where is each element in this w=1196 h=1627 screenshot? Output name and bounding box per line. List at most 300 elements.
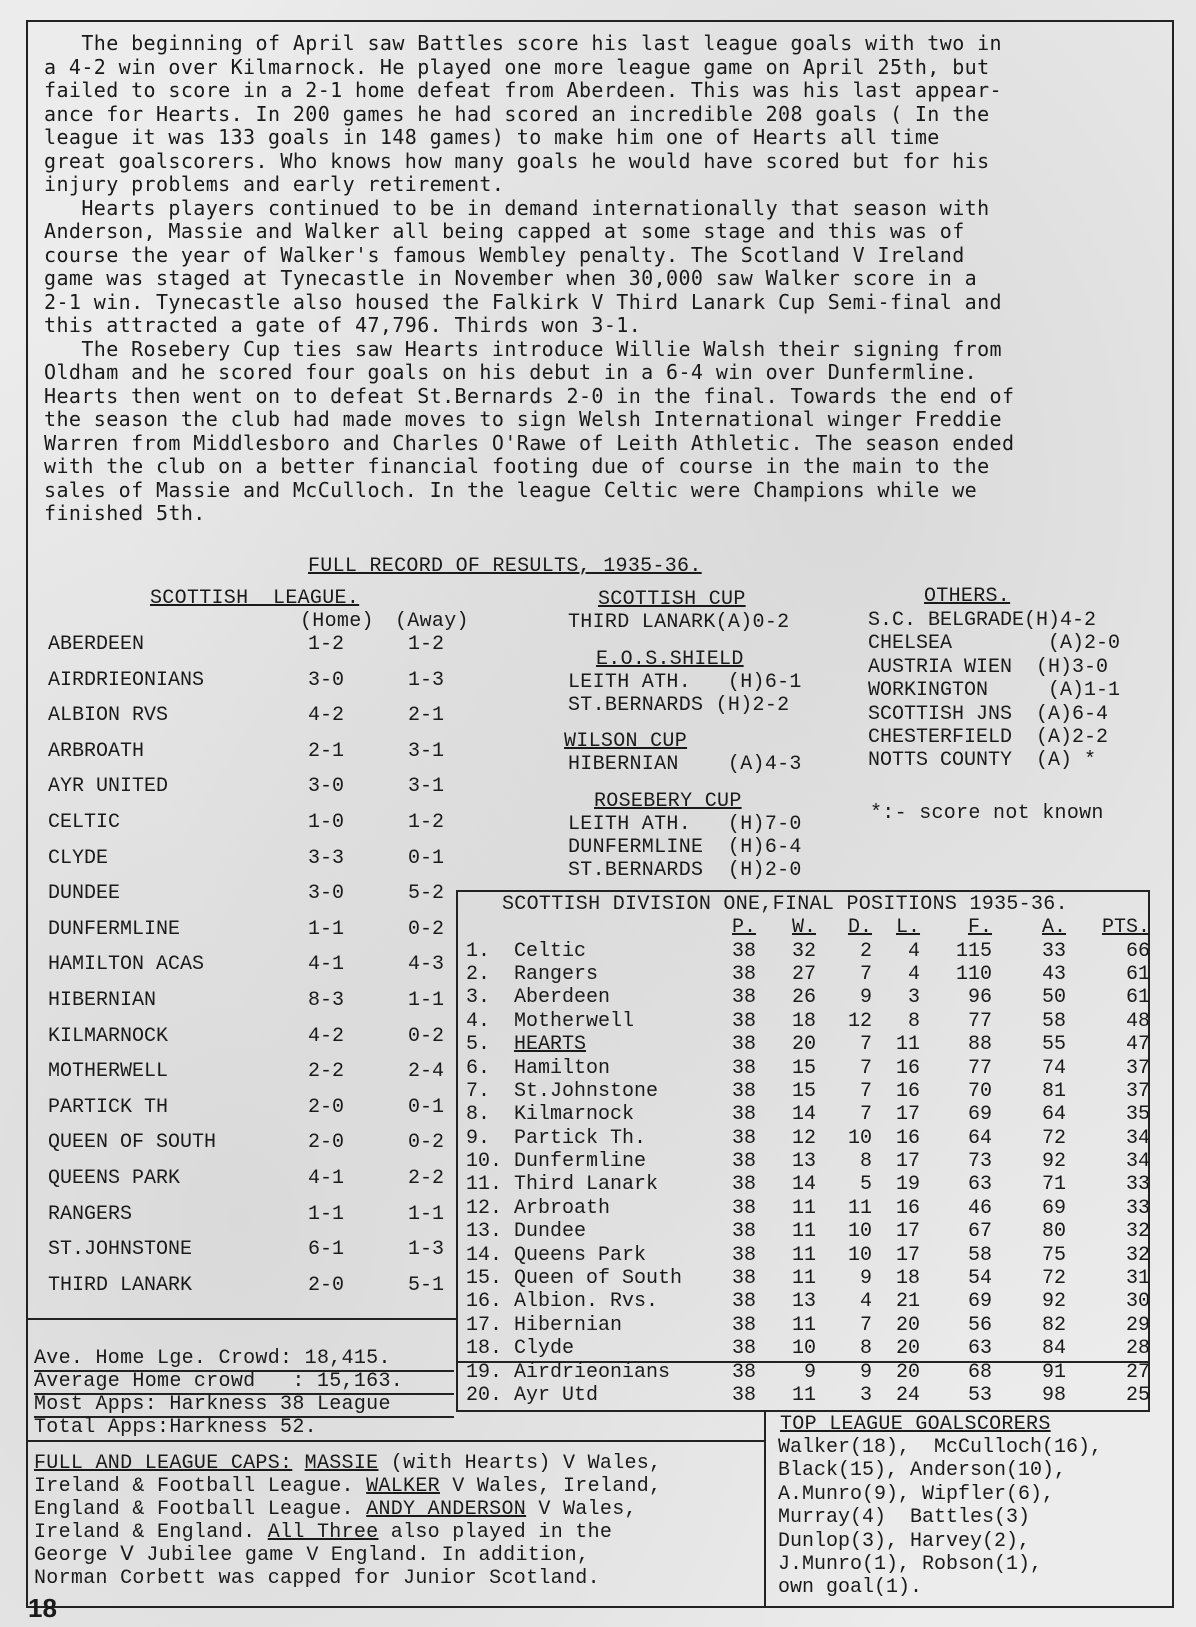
cell-team: Albion. Rvs.: [514, 1290, 659, 1314]
rosebery-row: DUNFERMLINE (H)6-4: [568, 836, 802, 859]
full-record-title: FULL RECORD OF RESULTS, 1935-36.: [308, 555, 702, 578]
league-away-score: 1-2: [408, 811, 445, 834]
cell-w: 11: [791, 1220, 816, 1244]
intro-line: with the club on a better financial footing due of course in the main to the: [44, 454, 990, 478]
caps-text: England & Football League.: [34, 1498, 367, 1521]
cell-p: 38: [731, 962, 756, 986]
caps-walker: WALKER: [366, 1475, 440, 1498]
cell-d: 8: [859, 1337, 872, 1361]
caps-anderson: ANDY ANDERSON: [366, 1498, 527, 1521]
league-away-score: 4-3: [408, 953, 445, 977]
caps-line-5: George Ⅴ Jubilee game V England. In addition,: [34, 1544, 590, 1567]
cell-team: St.Johnstone: [514, 1079, 659, 1103]
cell-a: 72: [1041, 1126, 1066, 1150]
league-away-score: 1-2: [408, 633, 445, 656]
cell-team: Clyde: [514, 1337, 575, 1361]
cell-pts: 37: [1125, 1079, 1150, 1103]
caps-text: Ireland & Football League.: [34, 1475, 367, 1498]
league-away-score: 2-4: [408, 1060, 445, 1084]
cell-w: 27: [791, 962, 816, 986]
table-row: [466, 1360, 1150, 1383]
cell-f: 67: [967, 1220, 992, 1244]
cell-pts: 33: [1125, 1173, 1150, 1197]
cell-p: 38: [731, 1337, 756, 1361]
scorer-line: Walker(18), McCulloch(16),: [778, 1436, 1103, 1459]
header-pts: PTS.: [1101, 916, 1150, 940]
scorer-line: Dunlop(3), Harvey(2),: [778, 1529, 1031, 1553]
league-team: ALBION RVS: [48, 704, 169, 728]
cell-p: 38: [731, 1267, 756, 1291]
cell-p: 38: [731, 1360, 756, 1384]
league-away-score: 0-2: [408, 1131, 445, 1155]
intro-line: great goalscorers. Who knows how many goals he would have scored but for his: [44, 148, 990, 173]
league-home-score: 8-3: [308, 989, 345, 1012]
cell-pos: 16.: [466, 1290, 503, 1314]
intro-line: The Rosebery Cup ties saw Hearts introduce Willie Walsh their signing from: [44, 336, 1002, 361]
scorers-box-left: [764, 1410, 766, 1608]
league-team: DUNDEE: [48, 882, 121, 906]
cell-d: 7: [859, 962, 872, 986]
positions-title: SCOTTISH DIVISION ONE,FINAL POSITIONS 1935-36.: [502, 893, 1068, 916]
cell-l: 4: [907, 962, 920, 986]
cell-pts: 34: [1125, 1126, 1150, 1150]
cell-team: Rangers: [514, 962, 599, 986]
away-label: (Away): [395, 610, 469, 633]
cell-f: 64: [967, 1126, 992, 1150]
league-home-score: 2-0: [308, 1131, 345, 1155]
cell-pos: 4.: [466, 1009, 491, 1033]
cell-pos: 14.: [466, 1243, 503, 1267]
scorer-line: Murray(4) Battles(3): [778, 1506, 1031, 1530]
cell-l: 17: [895, 1150, 920, 1174]
cell-team: Dundee: [514, 1220, 587, 1244]
positions-table-wrap: [466, 916, 1150, 1407]
header-l: L.: [895, 916, 920, 940]
cell-d: 7: [859, 1313, 872, 1337]
cell-f: 88: [967, 1033, 992, 1057]
cell-w: 13: [791, 1150, 816, 1174]
cell-pos: 18.: [466, 1337, 503, 1361]
cell-a: 84: [1041, 1337, 1066, 1361]
league-home-score: 4-1: [308, 953, 345, 977]
positions-box-bottom: [456, 1410, 1150, 1412]
others-row: SCOTTISH JNS (A)6-4: [868, 702, 1109, 726]
table-row: [466, 1267, 1150, 1290]
caps-line-4: [34, 1521, 612, 1544]
cell-pos: 10.: [466, 1150, 503, 1174]
league-team: KILMARNOCK: [48, 1024, 169, 1048]
cell-team: Hamilton: [514, 1056, 611, 1080]
cell-pos: 17.: [466, 1313, 503, 1337]
cell-a: 50: [1041, 986, 1066, 1010]
cell-p: 38: [731, 1103, 756, 1127]
cell-w: 15: [791, 1079, 816, 1103]
league-away-score: 0-2: [408, 1024, 445, 1048]
cell-pos: 3.: [466, 986, 491, 1010]
scorer-line: own goal(1).: [778, 1576, 923, 1600]
table-row: [466, 1033, 1150, 1056]
cell-w: 20: [791, 1033, 816, 1057]
wilson-cup-title: WILSON CUP: [564, 730, 688, 753]
table-row: [466, 1197, 1150, 1220]
cell-pts: 37: [1125, 1056, 1150, 1080]
cell-d: 8: [859, 1150, 872, 1174]
league-home-score: 1-2: [308, 633, 345, 656]
caps-line-2: [34, 1475, 661, 1498]
others-row: WORKINGTON (A)1-1: [868, 679, 1121, 703]
league-home-score: 2-2: [308, 1060, 345, 1084]
league-away-score: 5-2: [408, 882, 445, 906]
cell-a: 58: [1041, 1009, 1066, 1033]
table-row: [466, 986, 1150, 1009]
cell-l: 20: [895, 1337, 920, 1361]
cell-pos: 7.: [466, 1079, 491, 1103]
league-away-score: 0-1: [408, 1095, 445, 1119]
league-away-score: 2-1: [408, 704, 445, 728]
intro-line: the season the club had made moves to sign Welsh International winger Freddie: [44, 407, 1002, 431]
league-away-score: 3-1: [408, 739, 445, 763]
table-row: [466, 1103, 1150, 1126]
cell-w: 15: [791, 1056, 816, 1080]
cell-team: Arbroath: [514, 1196, 611, 1220]
cell-l: 8: [907, 1009, 920, 1033]
rosebery-cup-title: ROSEBERY CUP: [594, 790, 742, 813]
cell-a: 33: [1041, 939, 1066, 963]
cell-p: 38: [731, 939, 756, 963]
cell-f: 70: [967, 1079, 992, 1103]
table-row: [466, 1127, 1150, 1150]
cell-f: 73: [967, 1150, 992, 1174]
page-number: 18: [28, 1593, 57, 1623]
cell-pos: 20.: [466, 1384, 503, 1407]
wilson-row: HIBERNIAN (A)4-3: [568, 753, 802, 776]
cell-l: 20: [895, 1313, 920, 1337]
league-team: AYR UNITED: [48, 775, 169, 799]
cell-pts: 47: [1125, 1033, 1150, 1057]
cell-pts: 34: [1125, 1150, 1150, 1174]
league-team: ARBROATH: [48, 739, 145, 763]
cell-p: 38: [731, 1079, 756, 1103]
cell-l: 17: [895, 1103, 920, 1127]
cell-team: Aberdeen: [514, 986, 611, 1010]
caps-text: also played in the: [378, 1521, 613, 1544]
intro-line: Warren from Middlesboro and Charles O'Rawe of Leith Athletic. The season ended: [44, 430, 1015, 455]
cell-p: 38: [731, 1173, 756, 1197]
scorer-line: A.Munro(9), Wipfler(6),: [778, 1482, 1055, 1506]
cell-d: 9: [859, 986, 872, 1010]
cell-pts: 32: [1125, 1243, 1150, 1267]
ave-home-lge-crowd: Ave. Home Lge. Crowd: 18,415.: [34, 1347, 391, 1370]
table-row: [466, 963, 1150, 986]
others-note: *:- score not known: [870, 802, 1104, 825]
cell-p: 38: [731, 986, 756, 1010]
cell-l: 19: [895, 1173, 920, 1197]
league-team: QUEEN OF SOUTH: [48, 1131, 217, 1155]
cell-pts: 30: [1125, 1290, 1150, 1314]
cell-w: 14: [791, 1103, 816, 1127]
league-home-score: 3-0: [308, 775, 345, 799]
intro-line: The beginning of April saw Battles score his last league goals with two in: [44, 31, 1002, 55]
cell-p: 38: [731, 1150, 756, 1174]
stats-box-top: [26, 1318, 456, 1320]
cell-d: 9: [859, 1360, 872, 1384]
others-row: CHESTERFIELD (A)2-2: [868, 726, 1109, 749]
cell-w: 13: [791, 1290, 816, 1314]
scorer-line: Black(15), Anderson(10),: [778, 1459, 1067, 1483]
league-team: THIRD LANARK: [48, 1273, 193, 1297]
cell-p: 38: [731, 1033, 756, 1057]
cell-f: 56: [967, 1313, 992, 1337]
cell-d: 10: [847, 1220, 872, 1244]
cell-pos: 2.: [466, 962, 491, 986]
cell-w: 10: [791, 1337, 816, 1361]
eos-row: ST.BERNARDS (H)2-2: [568, 694, 790, 717]
cell-pos: 5.: [466, 1033, 491, 1057]
intro-line: ance for Hearts. In 200 games he had scored an incredible 208 goals ( In the: [44, 101, 990, 126]
cell-team: Kilmarnock: [514, 1103, 635, 1127]
cell-a: 98: [1041, 1384, 1066, 1407]
header-a: A.: [1041, 916, 1066, 940]
table-row: [466, 1220, 1150, 1243]
cell-a: 80: [1041, 1220, 1066, 1244]
table-row: [466, 1337, 1150, 1360]
cell-d: 9: [859, 1267, 872, 1291]
cell-team: Partick Th.: [514, 1126, 647, 1150]
rosebery-row: ST.BERNARDS (H)2-0: [568, 859, 802, 882]
cell-pts: 61: [1125, 962, 1150, 986]
others-row: NOTTS COUNTY (A) *: [868, 749, 1097, 773]
cell-d: 10: [847, 1126, 872, 1150]
table-row: [466, 1173, 1150, 1196]
cell-p: 38: [731, 1196, 756, 1220]
cell-a: 43: [1041, 962, 1066, 986]
cell-team: Airdrieonians: [514, 1360, 671, 1384]
league-away-score: 1-3: [408, 668, 445, 692]
cell-pos: 15.: [466, 1267, 503, 1291]
league-home-score: 4-1: [308, 1167, 345, 1190]
caps-all-three: All Three: [267, 1521, 379, 1544]
league-away-score: 1-3: [408, 1238, 445, 1262]
cell-f: 115: [955, 939, 992, 963]
positions-box-left: [456, 890, 458, 1412]
cell-d: 7: [859, 1056, 872, 1080]
league-home-score: 3-0: [308, 882, 345, 906]
cell-a: 82: [1041, 1313, 1066, 1337]
header-f: F.: [967, 916, 992, 940]
cell-a: 74: [1041, 1056, 1066, 1080]
league-team: HIBERNIAN: [48, 989, 157, 1012]
others-row: AUSTRIA WIEN (H)3-0: [868, 655, 1109, 679]
cell-f: 68: [967, 1360, 992, 1384]
cell-d: 7: [859, 1033, 872, 1057]
table-row: [466, 1314, 1150, 1337]
cell-d: 11: [847, 1196, 872, 1220]
cell-team: Ayr Utd: [514, 1384, 599, 1407]
cell-f: 69: [967, 1103, 992, 1127]
cell-w: 26: [791, 986, 816, 1010]
league-team: PARTICK TH: [48, 1095, 169, 1119]
table-row: [466, 1243, 1150, 1266]
league-home-score: 1-1: [308, 1202, 345, 1226]
others-row: S.C. BELGRADE(H)4-2: [868, 609, 1097, 632]
league-home-score: 2-1: [308, 739, 345, 763]
caps-line-6: Norman Corbett was capped for Junior Scotland.: [34, 1567, 600, 1590]
others-row: CHELSEA (A)2-0: [868, 632, 1121, 656]
cell-pts: 31: [1125, 1267, 1150, 1291]
cell-l: 16: [895, 1079, 920, 1103]
cell-p: 38: [731, 1313, 756, 1337]
league-away-score: 0-2: [408, 917, 445, 941]
table-row: [466, 1150, 1150, 1173]
table-row: [466, 1290, 1150, 1313]
cell-pts: 48: [1125, 1009, 1150, 1033]
league-team: ABERDEEN: [48, 633, 145, 656]
cell-a: 81: [1041, 1079, 1066, 1103]
league-team: MOTHERWELL: [48, 1060, 169, 1084]
caps-text: V Wales,: [526, 1498, 637, 1521]
cell-team: Third Lanark: [514, 1173, 659, 1197]
cell-f: 110: [955, 962, 992, 986]
most-apps: Most Apps: Harkness 38 League: [34, 1393, 391, 1416]
cell-team: Queen of South: [514, 1267, 683, 1291]
cell-f: 77: [967, 1056, 992, 1080]
intro-paragraphs: [44, 32, 1144, 526]
cell-l: 16: [895, 1056, 920, 1080]
cell-w: 11: [791, 1267, 816, 1291]
cell-l: 17: [895, 1220, 920, 1244]
cell-pts: 35: [1125, 1103, 1150, 1127]
cell-pos: 6.: [466, 1056, 491, 1080]
cell-d: 12: [847, 1009, 872, 1033]
cell-pts: 61: [1125, 986, 1150, 1010]
cell-l: 18: [895, 1267, 920, 1291]
league-home-score: 4-2: [308, 1024, 345, 1048]
cell-d: 10: [847, 1243, 872, 1267]
eos-row: LEITH ATH. (H)6-1: [568, 671, 802, 694]
table-row: [466, 1010, 1150, 1033]
league-away-score: 2-2: [408, 1167, 445, 1190]
positions-table: [466, 916, 1150, 1407]
intro-line: Oldham and he scored four goals on his debut in a 6-4 win over Dunfermline.: [44, 360, 978, 384]
league-home-score: 2-0: [308, 1095, 345, 1119]
total-apps: Total Apps:Harkness 52.: [34, 1416, 317, 1439]
league-home-score: 1-0: [308, 811, 345, 834]
league-team: CELTIC: [48, 811, 121, 834]
header-d: D.: [847, 916, 872, 940]
cell-a: 55: [1041, 1033, 1066, 1057]
cell-l: 20: [895, 1360, 920, 1384]
league-home-score: 4-2: [308, 704, 345, 728]
header-w: W.: [791, 916, 816, 940]
cell-d: 5: [859, 1173, 872, 1197]
cell-w: 12: [791, 1126, 816, 1150]
caps-text: Ireland & England.: [34, 1521, 268, 1544]
average-home-crowd: Average Home crowd : 15,163.: [34, 1370, 404, 1393]
cell-f: 96: [967, 986, 992, 1010]
caps-line-3: [34, 1498, 637, 1521]
cell-l: 11: [895, 1033, 920, 1057]
intro-line: this attracted a gate of 47,796. Thirds won 3-1.: [44, 313, 642, 337]
scorers-title: TOP LEAGUE GOALSCORERS: [780, 1413, 1051, 1436]
intro-line: injury problems and early retirement.: [44, 172, 505, 196]
intro-line: Hearts then went on to defeat St.Bernards 2-0 in the final. Towards the end of: [44, 383, 1015, 408]
intro-line: 2-1 win. Tynecastle also housed the Falkirk V Third Lanark Cup Semi-final and: [44, 289, 1002, 314]
cell-l: 4: [907, 939, 920, 963]
league-home-score: 6-1: [308, 1238, 345, 1262]
scottish-cup-row: THIRD LANARK(A)0-2: [568, 611, 790, 634]
cell-p: 38: [731, 1126, 756, 1150]
cell-a: 92: [1041, 1150, 1066, 1174]
intro-line: finished 5th.: [44, 501, 206, 525]
cell-l: 24: [895, 1384, 920, 1407]
cell-pts: 66: [1125, 939, 1150, 963]
cell-a: 64: [1041, 1103, 1066, 1127]
league-team: ST.JOHNSTONE: [48, 1238, 193, 1262]
cell-w: 11: [791, 1243, 816, 1267]
positions-box-top: [456, 890, 1150, 892]
cell-l: 3: [907, 986, 920, 1010]
cell-a: 71: [1041, 1173, 1066, 1197]
cell-team: Hibernian: [514, 1313, 623, 1337]
league-home-score: 3-0: [308, 668, 345, 692]
league-team: AIRDRIEONIANS: [48, 668, 205, 692]
cell-f: 77: [967, 1009, 992, 1033]
cell-d: 3: [859, 1384, 872, 1407]
cell-p: 38: [731, 1009, 756, 1033]
cell-f: 63: [967, 1337, 992, 1361]
others-title: OTHERS.: [924, 585, 1011, 608]
cell-a: 91: [1041, 1360, 1066, 1384]
intro-line: sales of Massie and McCulloch. In the league Celtic were Champions while we: [44, 477, 978, 502]
scorer-line: J.Munro(1), Robson(1),: [778, 1553, 1043, 1576]
cell-a: 72: [1041, 1267, 1066, 1291]
cell-team: Celtic: [514, 939, 587, 963]
cell-team: Motherwell: [514, 1009, 635, 1033]
cell-l: 16: [895, 1196, 920, 1220]
league-home-score: 3-3: [308, 846, 345, 870]
eos-shield-title: E.O.S.SHIELD: [596, 648, 744, 671]
cell-pts: 27: [1125, 1360, 1150, 1384]
cell-f: 54: [967, 1267, 992, 1291]
cell-pos: 12.: [466, 1196, 503, 1220]
cell-w: 32: [791, 939, 816, 963]
cell-d: 2: [859, 939, 872, 963]
cell-pos: 11.: [466, 1173, 503, 1197]
cell-p: 38: [731, 1243, 756, 1267]
cell-f: 53: [967, 1384, 992, 1407]
caps-text: V Wales, Ireland,: [439, 1475, 662, 1498]
league-team: DUNFERMLINE: [48, 917, 181, 941]
league-home-score: 2-0: [308, 1273, 345, 1297]
cell-l: 16: [895, 1126, 920, 1150]
cell-a: 92: [1041, 1290, 1066, 1314]
stats-box-bottom: [26, 1440, 766, 1442]
rosebery-row: LEITH ATH. (H)7-0: [568, 813, 802, 836]
table-row: [466, 1080, 1150, 1103]
home-label: (Home): [300, 610, 374, 633]
cell-w: 11: [791, 1313, 816, 1337]
cell-pts: 29: [1125, 1313, 1150, 1337]
league-away-score: 1-1: [408, 1202, 445, 1226]
cell-a: 69: [1041, 1196, 1066, 1220]
scottish-cup-title: SCOTTISH CUP: [598, 588, 746, 611]
cell-p: 38: [731, 1056, 756, 1080]
cell-p: 38: [731, 1290, 756, 1314]
cell-pts: 28: [1125, 1337, 1150, 1361]
cell-d: 7: [859, 1103, 872, 1127]
caps-title: FULL AND LEAGUE CAPS:: [34, 1452, 293, 1475]
cell-w: 11: [791, 1196, 816, 1220]
